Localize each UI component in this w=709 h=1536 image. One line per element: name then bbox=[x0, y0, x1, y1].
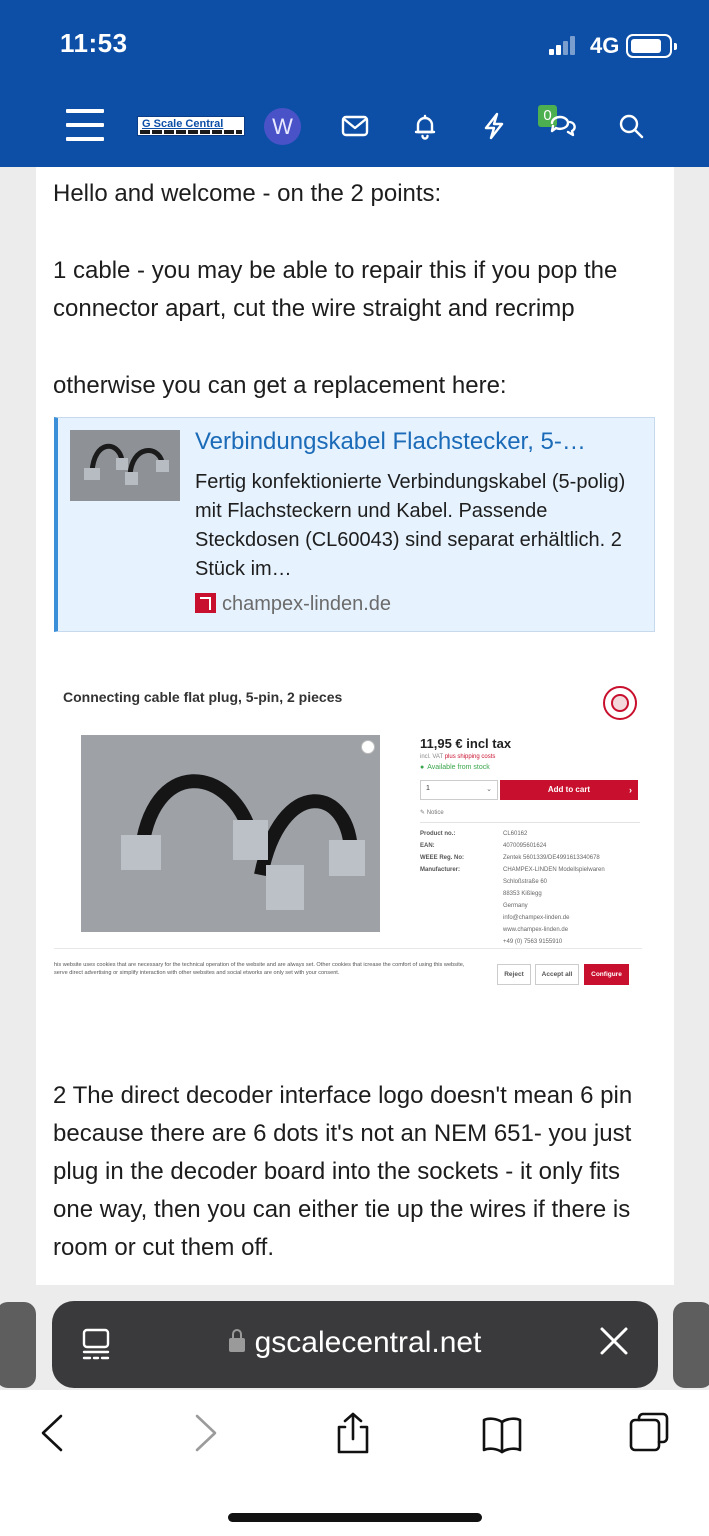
search-icon[interactable] bbox=[616, 111, 646, 141]
product-title: Connecting cable flat plug, 5-pin, 2 pieces bbox=[63, 689, 343, 705]
stock-status: ● Available from stock bbox=[420, 764, 490, 771]
product-price: 11,95 € incl tax bbox=[420, 736, 512, 751]
spec-value: Zentek 5601339/DE4991613340678 bbox=[503, 855, 600, 861]
bolt-icon[interactable] bbox=[479, 111, 509, 141]
divider bbox=[420, 822, 640, 823]
spec-value: CHAMPEX-LINDEN Modellspielwaren bbox=[503, 867, 605, 873]
browser-toolbar bbox=[0, 1390, 709, 1536]
reject-cookies-button: Reject bbox=[497, 964, 531, 985]
chevron-right-icon: › bbox=[629, 785, 632, 795]
battery-icon bbox=[626, 34, 672, 58]
cookie-notice: his website uses cookies that are necessary for the technical operation of the website and are always set. Other cookies that icrease the comfort of using this website, serve direct advertising or simplify interaction with other websites and social etworks are only set with your consent. bbox=[54, 962, 465, 976]
notice-link: ✎ Notice bbox=[420, 810, 444, 816]
app-header bbox=[0, 0, 709, 167]
accept-all-cookies-button: Accept all bbox=[535, 964, 579, 985]
address-bar[interactable] bbox=[52, 1301, 658, 1388]
post-paragraph-cable: 1 cable - you may be able to repair this if you pop the connector apart, cut the wire straight and recrimp bbox=[53, 257, 618, 322]
url-label: gscalecentral.net bbox=[254, 1326, 482, 1359]
post-paragraph-replacement: otherwise you can get a replacement here: bbox=[53, 372, 507, 399]
bookmarks-icon[interactable] bbox=[480, 1410, 524, 1456]
divider bbox=[54, 948, 642, 949]
spec-value: Schloßstraße 60 bbox=[503, 879, 548, 885]
spec-value: +49 (0) 7563 9155910 bbox=[503, 939, 563, 945]
spec-key: WEEE Reg. No: bbox=[420, 855, 465, 861]
link-preview-thumbnail bbox=[70, 430, 180, 501]
add-to-cart-button bbox=[500, 780, 638, 800]
chevron-down-icon: ⌄ bbox=[486, 786, 492, 793]
previous-tab-peek[interactable] bbox=[0, 1302, 36, 1388]
site-favicon-icon bbox=[195, 593, 216, 613]
menu-icon[interactable] bbox=[66, 109, 104, 142]
conversations-badge: 0 bbox=[538, 105, 557, 127]
vat-note bbox=[420, 754, 495, 760]
site-logo[interactable] bbox=[137, 116, 245, 136]
spec-value: info@champex-linden.de bbox=[503, 915, 570, 921]
link-preview-title[interactable]: Verbindungskabel Flachstecker, 5-… bbox=[195, 428, 586, 455]
post-paragraph-decoder: 2 The direct decoder interface logo doesn't mean 6 pin because there are 6 dots it's not an NEM 651- you just plug in the decoder board into the sockets - it only fits one way, then you can either tie up the wires if there is room or cut them off. bbox=[53, 1082, 633, 1261]
home-indicator bbox=[228, 1513, 482, 1522]
signal-icon bbox=[549, 35, 581, 55]
back-icon[interactable] bbox=[31, 1410, 75, 1456]
shipping-link: plus shipping costs bbox=[444, 754, 496, 760]
quantity-value: 1 bbox=[426, 785, 430, 792]
tabs-icon[interactable] bbox=[627, 1410, 671, 1456]
lock-icon bbox=[229, 1338, 245, 1352]
link-preview-description: Fertig konfektionierte Verbindungskabel (5-polig) mit Flachsteckern und Kabel. Passende Steckdosen (CL60043) sind separat erhältlich. 2 Stück im… bbox=[195, 471, 626, 580]
chat-icon[interactable] bbox=[547, 111, 577, 141]
spec-key: EAN: bbox=[420, 843, 435, 849]
vat-prefix: incl. VAT bbox=[420, 754, 444, 760]
brand-seal-icon bbox=[603, 686, 637, 720]
embedded-screenshot[interactable] bbox=[54, 672, 656, 1002]
forum-post bbox=[36, 167, 674, 1285]
configure-cookies-button: Configure bbox=[584, 964, 629, 985]
next-tab-peek[interactable] bbox=[673, 1302, 709, 1388]
spec-value: www.champex-linden.de bbox=[503, 927, 569, 933]
notice-label: Notice bbox=[426, 810, 444, 816]
status-time: 11:53 bbox=[60, 28, 128, 58]
spec-value: 4070095601624 bbox=[503, 843, 547, 849]
share-icon[interactable] bbox=[331, 1410, 375, 1456]
link-preview-site bbox=[195, 593, 391, 616]
zoom-icon bbox=[361, 740, 375, 754]
quantity-select bbox=[420, 780, 498, 800]
url-text[interactable] bbox=[52, 1326, 658, 1360]
post-paragraph-greeting: Hello and welcome - on the 2 points: bbox=[53, 180, 442, 207]
add-to-cart-label: Add to cart bbox=[547, 785, 591, 794]
spec-key: Manufacturer: bbox=[420, 867, 461, 873]
product-photo bbox=[81, 735, 380, 932]
forward-icon[interactable] bbox=[183, 1410, 227, 1456]
bell-icon[interactable] bbox=[410, 111, 440, 141]
spec-value: CL60162 bbox=[503, 831, 528, 837]
envelope-icon[interactable] bbox=[340, 111, 370, 141]
network-type: 4G bbox=[590, 33, 620, 58]
site-logo-text: G Scale Central bbox=[142, 118, 224, 130]
avatar[interactable]: W bbox=[264, 108, 301, 145]
close-icon[interactable] bbox=[594, 1321, 634, 1361]
link-preview-site-name: champex-linden.de bbox=[222, 593, 391, 615]
link-preview-card[interactable] bbox=[54, 417, 655, 632]
spec-value: 88353 Kißlegg bbox=[503, 891, 542, 897]
spec-key: Product no.: bbox=[420, 831, 456, 837]
spec-value: Germany bbox=[503, 903, 528, 909]
